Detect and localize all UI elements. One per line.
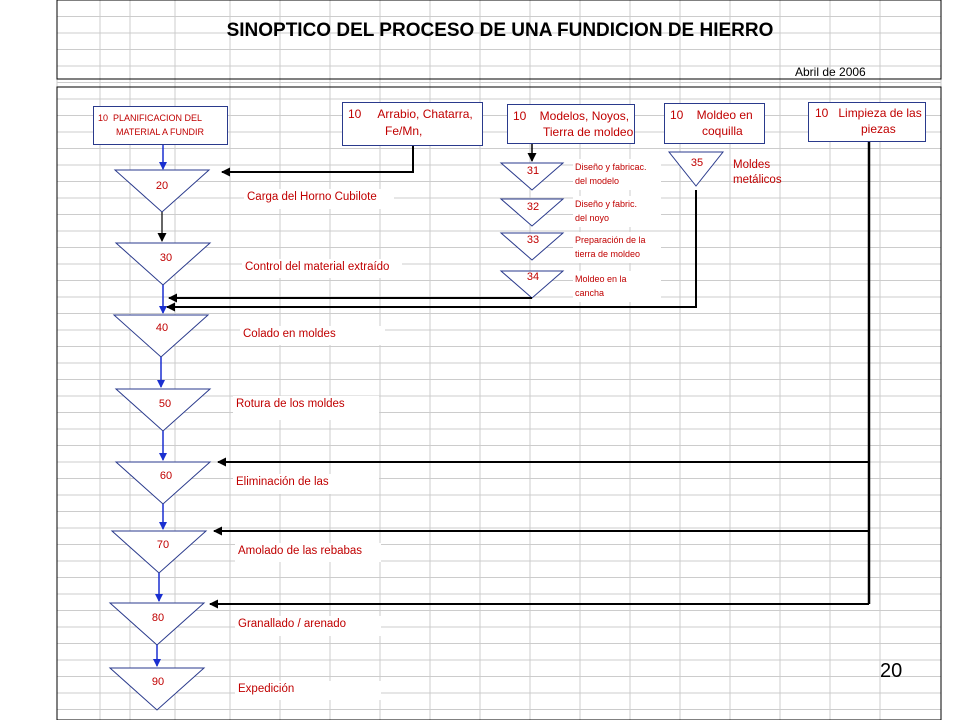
input-box-modelos [507, 104, 635, 144]
input-box-line1: 10 Limpieza de las [815, 106, 922, 120]
step-number: 80 [151, 612, 165, 624]
process-step-triangle [110, 603, 204, 645]
step-description: Eliminación de las [233, 474, 379, 494]
input-box-line2: piezas [861, 122, 896, 136]
step-number: 40 [155, 322, 169, 334]
page-title: SINOPTICO DEL PROCESO DE UNA FUNDICION DE HIERRO [226, 20, 774, 41]
step-description: Colado en moldes [240, 326, 385, 345]
date-label: Abril de 2006 [795, 65, 866, 79]
input-box-line2: MATERIAL A FUNDIR [116, 127, 205, 137]
coquilla-step-number: 35 [690, 157, 704, 169]
input-box-line1: 10 Moldeo en [670, 108, 753, 122]
step-description: Rotura de los moldes [233, 396, 379, 420]
substep-description: Moldeo en la cancha [573, 271, 661, 302]
input-box-line1: 10 Arrabio, Chatarra, [348, 107, 473, 121]
step-description: Granallado / arenado [235, 616, 381, 636]
step-description: Amolado de las rebabas [235, 543, 381, 562]
substep-number: 33 [526, 234, 540, 246]
input-box-line1: 10 Modelos, Noyos, [513, 109, 630, 123]
step-number: 20 [155, 180, 169, 192]
input-box-line2: coquilla [702, 124, 743, 138]
step-description: Carga del Horno Cubilote [244, 189, 394, 209]
input-box-arrabio [342, 102, 483, 146]
substep-description: Preparación de la tierra de moldeo [573, 232, 661, 263]
step-description: Expedición [235, 681, 381, 700]
input-box-line1: 10 PLANIFICACION DEL [98, 113, 203, 123]
input-box-coquilla [664, 103, 765, 144]
substep-number: 34 [526, 271, 540, 283]
step-description: Control del material extraído [242, 259, 402, 278]
input-box-line2: Tierra de moldeo [543, 125, 634, 139]
input-box-planificacion [93, 106, 228, 145]
page-number: 20 [880, 660, 903, 682]
step-number: 50 [158, 398, 172, 410]
step-number: 70 [156, 539, 170, 551]
process-step-triangle [110, 668, 204, 710]
coquilla-step-description: Moldes metálicos [733, 159, 782, 186]
step-number: 30 [159, 252, 173, 264]
input-arrow [222, 146, 413, 172]
step-number: 60 [159, 470, 173, 482]
substep-number: 31 [526, 165, 540, 177]
substep-description: Diseño y fabricac. del modelo [573, 159, 661, 190]
substep-description: Diseño y fabric. del noyo [573, 196, 661, 227]
step-number: 90 [151, 676, 165, 688]
process-step-triangle [112, 531, 206, 573]
input-box-line2: Fe/Mn, [385, 124, 423, 138]
input-box-limpieza [808, 102, 926, 142]
substep-number: 32 [526, 201, 540, 213]
